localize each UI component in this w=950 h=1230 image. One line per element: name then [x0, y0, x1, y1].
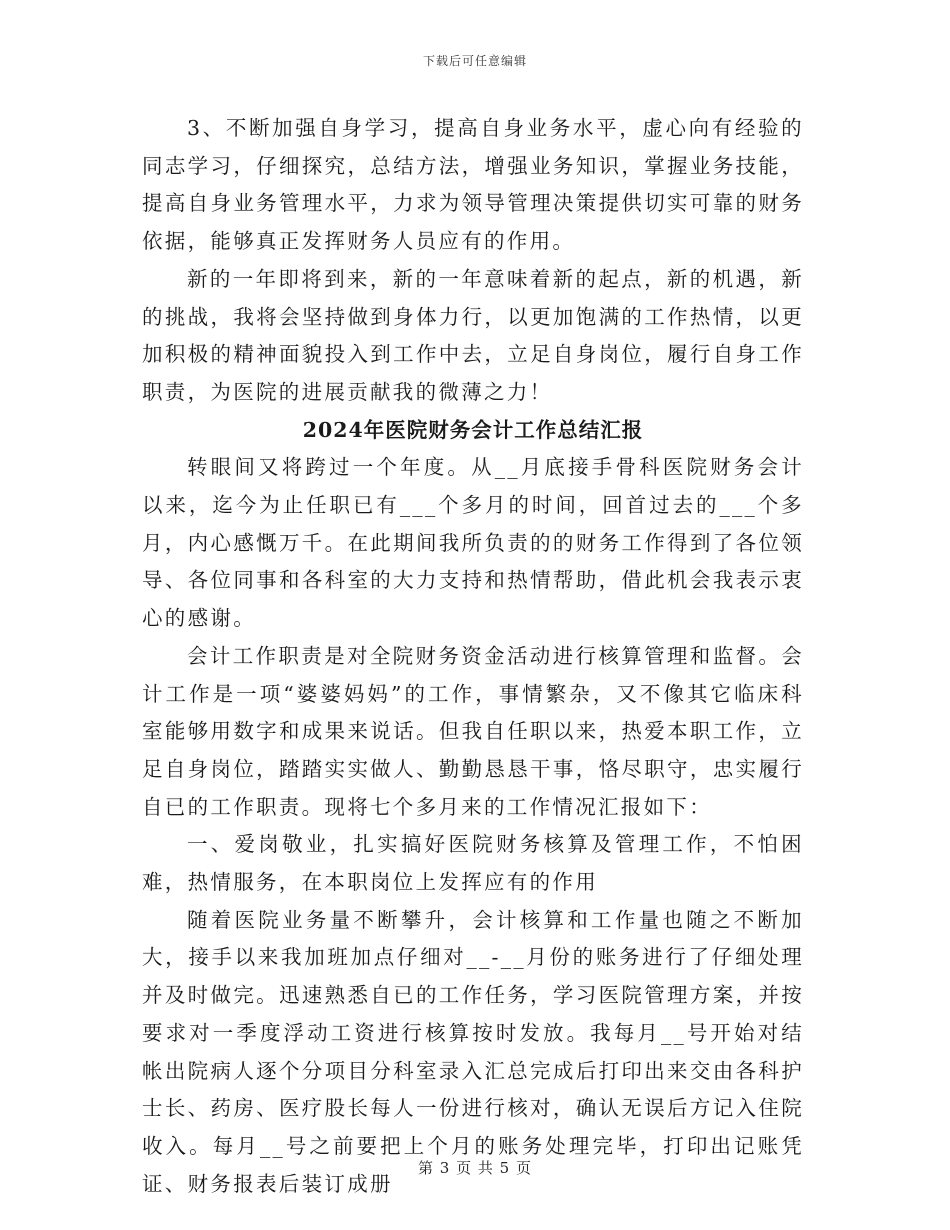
paragraph-intro: 转眼间又将跨过一个年度。从__月底接手骨科医院财务会计以来，迄今为止任职已有___个多月的时间，回首过去的___个多月，内心感慨万千。在此期间我所负责的的财务工作得到了各位领导、各位同事和各科室的大力支持和热情帮助，借此机会我表示衷心的感谢。 — [142, 455, 804, 631]
page-header: 下载后可任意编辑 — [422, 54, 527, 68]
paragraph-self-study: 3、不断加强自身学习，提高自身业务水平，虚心向有经验的同志学习，仔细探究，总结方法，增强业务知识，掌握业务技能，提高自身业务管理水平，力求为领导管理决策提供切实可靠的财务依据，能够真正发挥财务人员应有的作用。 — [142, 116, 804, 254]
section-heading-one: 一、爱岗敬业，扎实搞好医院财务核算及管理工作，不怕困难，热情服务，在本职岗位上发挥应有的作用 — [142, 832, 804, 895]
document-title: 2024年医院财务会计工作总结汇报 — [302, 417, 644, 442]
document-body — [142, 110, 804, 1203]
paragraph-duties: 会计工作职责是对全院财务资金活动进行核算管理和监督。会计工作是一项“婆婆妈妈”的工作，事情繁杂，又不像其它临床科室能够用数字和成果来说话。但我自任职以来，热爱本职工作，立足自身岗位，踏踏实实做人、勤勤恳恳干事，恪尽职守，忠实履行自已的工作职责。现将七个多月来的工作情况汇报如下： — [142, 643, 804, 819]
page-number: 第 3 页 共 5 页 — [418, 1159, 532, 1177]
paragraph-new-year: 新的一年即将到来，新的一年意味着新的起点，新的机遇，新的挑战，我将会坚持做到身体力行，以更加饱满的工作热情，以更加积极的精神面貌投入到工作中去，立足自身岗位，履行自身工作职责，为医院的进展贡献我的微薄之力！ — [142, 266, 804, 404]
paragraph-workload: 随着医院业务量不断攀升，会计核算和工作量也随之不断加大，接手以来我加班加点仔细对__-__月份的账务进行了仔细处理并及时做完。迅速熟悉自已的工作任务，学习医院管理方案，并按要求对一季度浮动工资进行核算按时发放。我每月__号开始对结帐出院病人逐个分项目分科室录入汇总完成后打印出来交由各科护士长、药房、医疗股长每人一份进行核对，确认无误后方记入住院收入。每月__号之前要把上个月的账务处理完毕，打印出记账凭证、财务报表后装订成册 — [142, 907, 804, 1196]
